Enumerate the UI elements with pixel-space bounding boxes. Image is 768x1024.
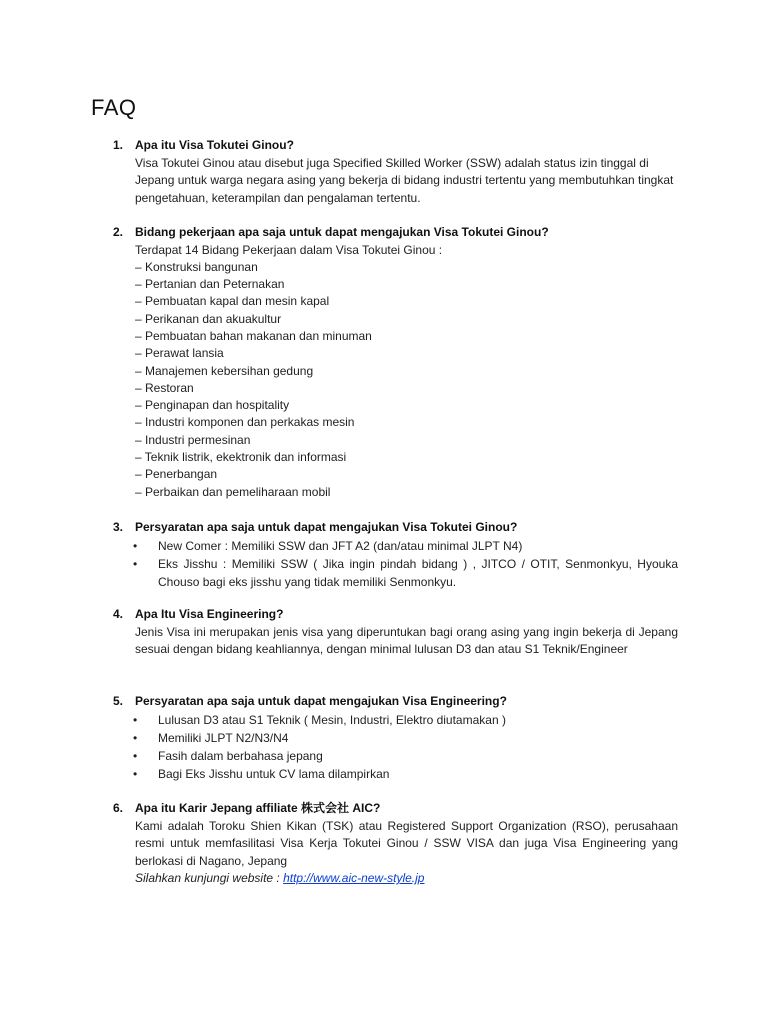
bullet-item (135, 729, 678, 747)
list-item: – Perikanan dan akuakultur (135, 311, 282, 326)
faq-number: 4. (113, 607, 124, 621)
list-item: – Perawat lansia (135, 346, 224, 361)
faq-question: Persyaratan apa saja untuk dapat mengajukan Visa Tokutei Ginou? (135, 520, 518, 534)
faq-number: 2. (113, 225, 124, 239)
bullet-icon: • (133, 538, 138, 553)
bullet-icon: • (133, 748, 138, 763)
bullet-list (135, 711, 678, 783)
faq-number: 6. (113, 801, 124, 815)
bullet-icon: • (133, 766, 138, 781)
website-link[interactable]: http://www.aic-new-style.jp (283, 871, 425, 885)
list-item: – Konstruksi bangunan (135, 259, 258, 274)
bullet-text: Eks Jisshu : Memiliki SSW ( Jika ingin pindah bidang ) , JITCO / OTIT, Senmonkyu, Hyouka Chouso bagi eks jisshu yang tidak memiliki Senmonkyu. (158, 556, 678, 589)
bullet-icon: • (133, 712, 138, 727)
bullet-icon: • (133, 556, 138, 571)
faq-question: Bidang pekerjaan apa saja untuk dapat mengajukan Visa Tokutei Ginou? (135, 225, 549, 239)
faq-answer: Jenis Visa ini merupakan jenis visa yang diperuntukan bagi orang asing yang ingin bekerja di Jepang sesuai dengan bidang keahliannya, dengan minimal lulusan D3 dan atau S1 Teknik/Engineer (135, 624, 678, 656)
bullet-item (135, 537, 678, 555)
faq-number: 1. (113, 138, 124, 152)
list-item: – Pertanian dan Peternakan (135, 277, 285, 292)
list-item: – Penerbangan (135, 467, 218, 482)
bullet-icon: • (133, 730, 138, 745)
bullet-text: Memiliki JLPT N2/N3/N4 (158, 730, 289, 745)
list-item: – Industri permesinan (135, 432, 251, 447)
list-item: – Teknik listrik, ekektronik dan informasi (135, 450, 347, 465)
list-item: – Perbaikan dan pemeliharaan mobil (135, 484, 331, 499)
bullet-text: New Comer : Memiliki SSW dan JFT A2 (dan/atau minimal JLPT N4) (158, 538, 523, 553)
faq-answer: Kami adalah Toroku Shien Kikan (TSK) atau Registered Support Organization (RSO), perusahaan resmi untuk memfasilitasi Visa Kerja Tokutei Ginou / SSW VISA dan juga Visa Engineering yang berlokasi di Nagano, Jepang (135, 818, 678, 868)
list-item: – Pembuatan kapal dan mesin kapal (135, 294, 330, 309)
list-item: – Pembuatan bahan makanan dan minuman (135, 328, 372, 343)
list-item: – Restoran (135, 380, 194, 395)
list-item: – Industri komponen dan perkakas mesin (135, 415, 355, 430)
faq-number: 5. (113, 694, 124, 708)
faq-question: Apa itu Karir Jepang affiliate 株式会社 AIC? (135, 801, 381, 815)
bullet-item (135, 747, 678, 765)
bullet-text: Fasih dalam berbahasa jepang (158, 748, 323, 763)
bullet-text: Bagi Eks Jisshu untuk CV lama dilampirkan (158, 766, 390, 781)
bullet-text: Lulusan D3 atau S1 Teknik ( Mesin, Industri, Elektro diutamakan ) (158, 712, 506, 727)
list-item: – Penginapan dan hospitality (135, 398, 290, 413)
bullet-item (135, 711, 678, 729)
bullet-list (135, 537, 678, 591)
faq-number: 3. (113, 520, 124, 534)
bullet-item (135, 555, 678, 591)
list-item: – Manajemen kebersihan gedung (135, 363, 314, 378)
faq-question: Apa Itu Visa Engineering? (135, 607, 284, 621)
page-title: FAQ (91, 95, 137, 120)
faq-intro: Terdapat 14 Bidang Pekerjaan dalam Visa Tokutei Ginou : (135, 242, 443, 257)
bullet-item (135, 765, 678, 783)
faq-question: Persyaratan apa saja untuk dapat mengajukan Visa Engineering? (135, 694, 507, 708)
faq-question: Apa itu Visa Tokutei Ginou? (135, 138, 294, 152)
faq-answer: Visa Tokutei Ginou atau disebut juga Specified Skilled Worker (SSW) adalah status izin tinggal di Jepang untuk warga negara asing yang bekerja di bidang industri tertentu yang membutuhkan tingkat pengetahuan, keterampilan dan pengalaman tertentu. (135, 155, 674, 205)
visit-label: Silahkan kunjungi website : (135, 871, 284, 885)
